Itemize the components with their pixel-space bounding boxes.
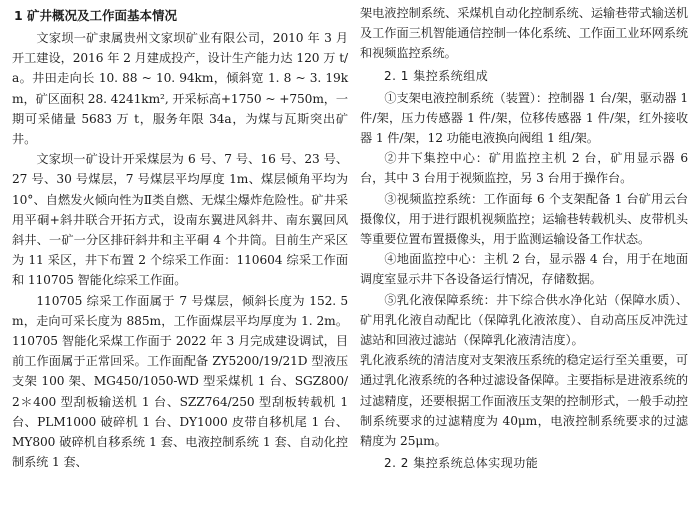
paragraph-underground-center: ②井下集控中心：矿用监控主机 2 台，矿用显示器 6 台，其中 3 台用于视频监控，另 3 台用于操作台。 [360, 151, 688, 186]
subsection-heading-composition: 2. 1 集控系统组成 [384, 68, 489, 83]
right-column [360, 0, 688, 475]
paragraph-working-face: 110705 综采工作面属于 7 号煤层，倾斜长度为 152. 5m，走向可采长度为 885m，工作面煤层平均厚度为 1. 2m。110705 智能化采煤工作面于 2022 年 3 月完成建设调试，目前工作面属于正常回采。工作面配备 ZY5200/19/21D 型液压支架 100 架、MG450/1050-WD 型采煤机 1 台、SGZ800/2＊400 型刮板输送机 1 台、SZZ764/250 型刮板转载机 1 台、PLM1000 破碎机 1 台、DY1000 皮带自移机尾 1 台、MY800 破碎机自移系统 1 套、电液控制系统 1 套、自动化控制系统 1 套、 [12, 293, 348, 470]
paragraph-surface-center: ④地面监控中心：主机 2 台，显示器 4 台，用于在地面调度室显示井下各设备运行情况，存储数据。 [360, 252, 688, 287]
paragraph-coal-seams: 文家坝一矿设计开采煤层为 6 号、7 号、16 号、23 号、27 号、30 号煤层，7 号煤层平均厚度 1m、煤层倾角平均为 10°、自燃发火倾向性为Ⅱ类自燃、无煤尘爆炸危险性。矿井采用平硐+斜井联合开拓方式，设南东翼进风斜井、南东翼回风斜井、一矿一分区排矸斜井和主平硐 4 个井筒。目前生产采区为 11 采区，井下布置 2 个综采工作面：110604 综采工作面和 110705 智能化综采工作面。 [12, 152, 348, 288]
paragraph-emulsion-cleanliness: 乳化液系统的清洁度对支架液压系统的稳定运行至关重要，可通过乳化液系统的各种过滤设备保障。主要指标是进液系统的过滤精度，还要根据工作面液压支架的控制形式，一般手动控制系统要求的过滤精度为 40μm，电液控制系统要求的过滤精度为 25μm。 [360, 353, 688, 449]
left-column [12, 0, 348, 472]
paragraph-continued: 架电液控制系统、采煤机自动化控制系统、运输巷带式输送机及工作面三机智能通信控制一体化系统、工作面工业环网系统和视频监控系统。 [360, 6, 688, 61]
paragraph-emulsion-system: ⑤乳化液保障系统：井下综合供水净化站（保障水质）、矿用乳化液自动配比（保障乳化液浓度）、自动高压反冲洗过滤站和回液过滤站（保障乳化液清洁度）。 [360, 292, 688, 348]
paragraph-video-monitoring: ③视频监控系统：工作面每 6 个支架配备 1 台矿用云台摄像仪，用于进行跟机视频监控；运输巷转载机头、皮带机头等重要位置布置摄像头，用于监测运输设备工作状态。 [360, 191, 688, 247]
subsection-heading-functions: 2. 2 集控系统总体实现功能 [384, 456, 539, 471]
section-heading: 1 矿井概况及工作面基本情况 [14, 8, 178, 23]
paragraph-hydraulic-control: ①支架电液控制系统（装置）：控制器 1 台/架，驱动器 1 件/架，压力传感器 1 件/架，位移传感器 1 件/架，红外接收器 1 件/架，12 功能电液换向阀组 1 组/架。 [360, 90, 688, 146]
paragraph-mine-overview: 文家坝一矿隶属贵州文家坝矿业有限公司，2010 年 3 月开工建设，2016 年 2 月建成投产，设计生产能力达 120 万 t/a。井田走向长 10. 88 ~ 10. 94km，倾斜宽 1. 8 ~ 3. 19km，矿区面积 28. 4241km², 开采标高+1750 ~ +750m，一期可采储量 5683 万 t，服务年限 34a，为煤与瓦斯突出矿井。 [12, 31, 348, 147]
